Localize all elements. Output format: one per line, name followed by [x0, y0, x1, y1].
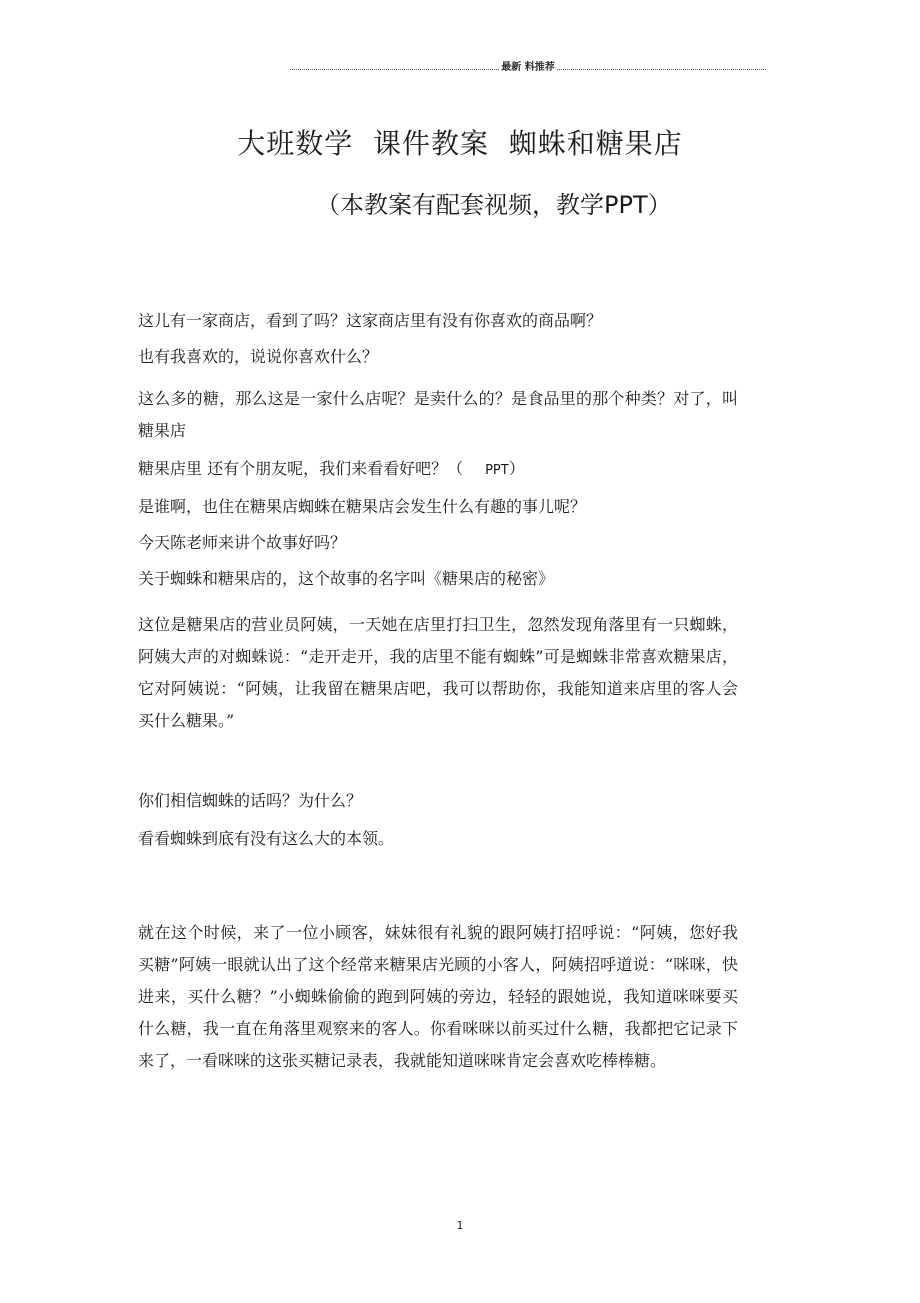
paragraph-7: 关于蜘蛛和糖果店的，这个故事的名字叫《糖果店的秘密》 [138, 569, 555, 588]
document-title: 大班数学 课件教案 蜘蛛和糖果店 [237, 127, 683, 160]
subtitle-prefix: （本教案有配套视频，教学 [316, 191, 604, 219]
paragraph-10: 看看蜘蛛到底有没有这么大的本领。 [138, 829, 395, 848]
paragraph-4 [138, 453, 738, 487]
paragraph-8: 这位是糖果店的营业员阿姨，一天她在店里打扫卫生，忽然发现角落里有一只蜘蛛，阿姨大声的对蜘蛛说：“走开走开，我的店里不能有蜘蛛”可是蜘蛛非常喜欢糖果店，它对阿姨说：“阿姨，让我留在糖果店吧，我可以帮助你，我能知道来店里的客人会买什么糖果。” [138, 615, 738, 730]
document-body [138, 305, 738, 1077]
paragraph-4-text: 糖果店里 还有个朋友呢，我们来看看好吧？（ [138, 459, 464, 478]
paragraph-4-ppt: PPT [485, 463, 509, 478]
paragraph-4-end: ） [508, 459, 525, 478]
paragraph-5: 是谁啊，也住在糖果店蜘蛛在糖果店会发生什么有趣的事儿呢？ [138, 497, 587, 516]
header-label: 最新 料推荐 [501, 62, 555, 73]
paragraph-9: 你们相信蜘蛛的话吗？为什么？ [138, 791, 363, 810]
paragraph-11: 就在这个时候，来了一位小顾客，妹妹很有礼貌的跟阿姨打招呼说：“阿姨，您好我买糖”阿姨一眼就认出了这个经常来糖果店光顾的小客人，阿姨招呼道说：“咪咪，快进来，买什么糖？”小蜘蛛偷偷的跑到阿姨的旁边，轻轻的跟她说，我知道咪咪要买什么糖，我一直在角落里观察来的客人。你看咪咪以前买过什么糖，我都把它记录下来了，一看咪咪的这张买糖记录表，我就能知道咪咪肯定会喜欢吃棒棒糖。 [138, 923, 738, 1070]
header-dotted-rule-right [557, 69, 766, 70]
subtitle-ppt: PPT [604, 191, 648, 219]
subtitle-suffix: ） [647, 191, 672, 219]
paragraph-3: 这么多的糖，那么这是一家什么店呢？是卖什么的？是食品里的那个种类？对了，叫糖果店 [138, 389, 738, 440]
document-subtitle [316, 188, 672, 222]
page-number: 1 [456, 1219, 464, 1232]
paragraph-6: 今天陈老师来讲个故事好吗？ [138, 533, 347, 552]
page-header [290, 62, 766, 74]
paragraph-2: 也有我喜欢的，说说你喜欢什么？ [138, 347, 379, 366]
paragraph-1: 这儿有一家商店，看到了吗？这家商店里有没有你喜欢的商品啊？ [138, 311, 603, 330]
header-dotted-rule-left [290, 69, 499, 70]
